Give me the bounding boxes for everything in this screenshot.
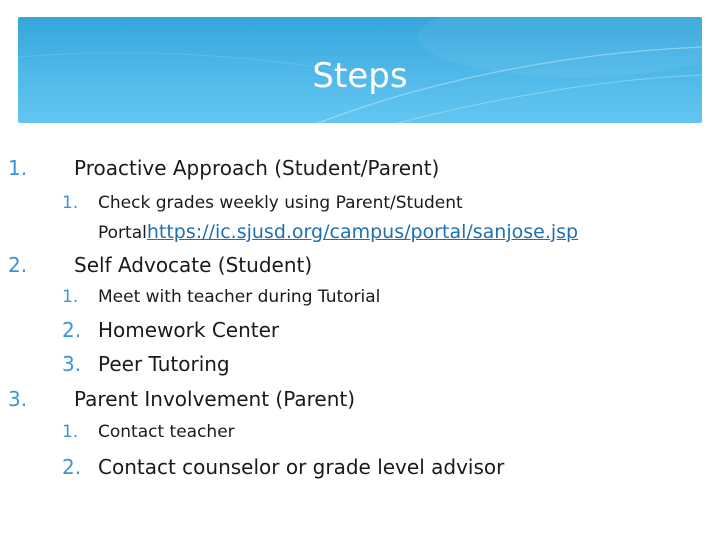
item-1-text: Proactive Approach (Student/Parent) bbox=[74, 156, 440, 180]
item-3-2-text: Contact counselor or grade level advisor bbox=[98, 455, 505, 479]
item-2-1-text: Meet with teacher during Tutorial bbox=[98, 287, 381, 307]
item-1-number: 1. bbox=[8, 156, 28, 180]
item-2-3-text: Peer Tutoring bbox=[98, 352, 230, 376]
item-1-1-portal-label: Portal bbox=[98, 223, 147, 243]
item-1-1-text-line2 bbox=[98, 221, 578, 243]
item-3-1-number: 1. bbox=[62, 422, 79, 442]
item-2-3-number: 3. bbox=[62, 352, 82, 376]
item-3-1-text: Contact teacher bbox=[98, 422, 235, 442]
item-3-2-number: 2. bbox=[62, 455, 82, 479]
item-3-number: 3. bbox=[8, 387, 28, 411]
item-3-text: Parent Involvement (Parent) bbox=[74, 387, 356, 411]
portal-link[interactable]: https://ic.sjusd.org/campus/portal/sanjose.jsp bbox=[146, 221, 579, 243]
item-2-2-text: Homework Center bbox=[98, 318, 280, 342]
item-2-text: Self Advocate (Student) bbox=[74, 253, 313, 277]
slide-title: Steps bbox=[312, 56, 408, 96]
item-1-1-number: 1. bbox=[62, 193, 79, 213]
item-2-number: 2. bbox=[8, 253, 28, 277]
item-2-1-number: 1. bbox=[62, 287, 79, 307]
item-1-1-text: Check grades weekly using Parent/Student bbox=[98, 193, 463, 213]
item-2-2-number: 2. bbox=[62, 318, 82, 342]
